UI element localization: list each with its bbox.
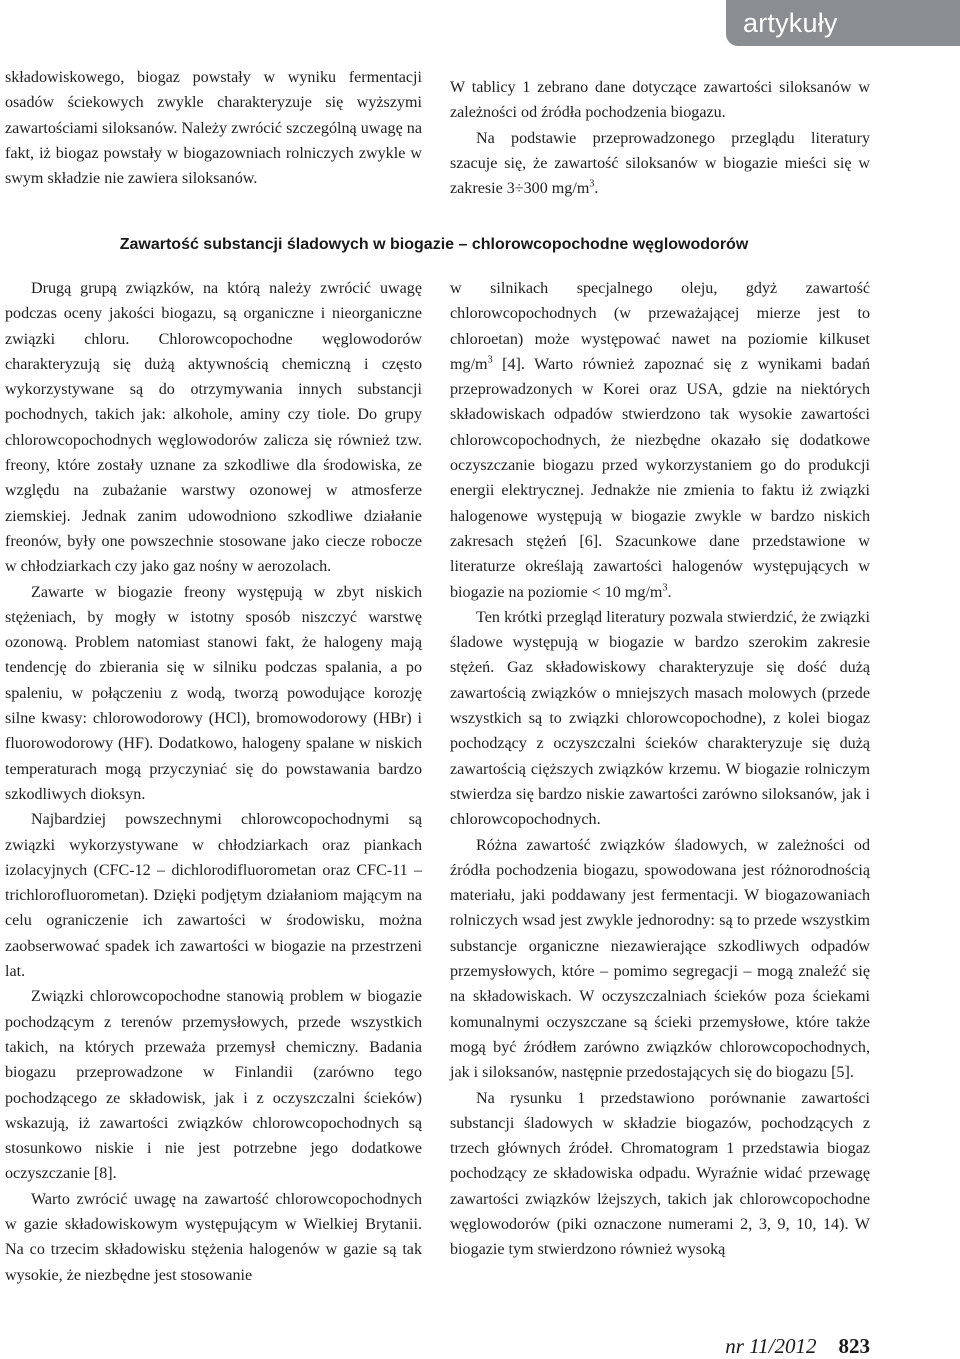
top-right-column xyxy=(450,75,870,201)
page-footer xyxy=(725,1333,870,1359)
main-right-column xyxy=(450,276,870,1263)
top-right-paragraph-2-text: Na podstawie przeprowadzonego przeglądu literatury szacuje się, że zawartość siloksanów w biogazie mieści się w zakresie 3÷300 mg/m xyxy=(450,129,870,198)
right-paragraph-1-b: [4]. Warto również zapoznać się z wynikami badań przeprowadzonych w Korei oraz USA, gdzie na niektórych składowiskach odpadów stwierdzono tak wysokie zawartości chlorowcopochodnych, że niezbędne okazało się dodatkowe oczyszczanie biogazu przed wykorzystaniem go do produkcji energii elektrycznej. Jednakże nie zmienia to faktu iż związki halogenowe występują w biogazie zwykle w bardzo niskich zakresach stężeń [6]. Szacunkowe dane przedstawione w literaturze określają zawartości halogenów występujących w biogazie na poziomie < 10 mg/m xyxy=(450,355,870,601)
superscript: 3 xyxy=(662,582,668,594)
left-paragraph-4: Związki chlorowcopochodne stanowią problem w biogazie pochodzącym z terenów przemysłowych, przede wszystkich takich, na których przeważa przemysł chemiczny. Badania biogazu przeprowadzone w Finlandii (zarówno tego pochodzącego ze składowisk, jak i z oczyszczalni ścieków) wskazują, iż zawartości związków chlorowcopochodnych są stosunkowo niskie i nie jest potrzebne jego dodatkowe oczyszczanie [8]. xyxy=(5,988,422,1183)
top-right-paragraph-1: W tablicy 1 zebrano dane dotyczące zawartości siloksanów w zależności od źródła pochodzenia biogazu. xyxy=(450,79,870,122)
section-label-badge xyxy=(726,0,960,46)
right-paragraph-3: Różna zawartość związków śladowych, w zależności od źródła pochodzenia biogazu, spowodowana jest różnorodnością materiału, jaki poddawany jest fermentacji. W biogazowaniach rolniczych wsad jest zwykle jednorodny: są to przede wszystkim substancje organiczne niezawierające szkodliwych odpadów przemysłowych, które – pomimo segregacji – mogą znaleźć się na składowiskach. W oczyszczalniach ścieków poza ściekami komunalnymi oczyszczane są ścieki przemysłowe, które także mogą być źródłem zarówno związków chlorowcopochodnych, jak i siloksanów, następnie przedostających się do biogazu [5]. xyxy=(450,836,870,1082)
top-right-paragraph-2 xyxy=(450,126,870,202)
right-paragraph-2: Ten krótki przegląd literatury pozwala stwierdzić, że związki śladowe występują w biogazie w bardzo szerokim zakresie stężeń. Gaz składowiskowy charakteryzuje się dość dużą zawartością związków o mniejszych masach molowych (przede wszystkich są to związki chlorowcopochodne), z kolei biogaz pochodzący z oczyszczalni ścieków charakteryzuje się dużą zawartością cięższych związków krzemu. W biogazie rolniczym stwierdza się bardzo niskie zawartości zarówno siloksanów, jak i chlorowcopochodnych. xyxy=(450,608,870,829)
left-paragraph-1: Drugą grupą związków, na którą należy zwrócić uwagę podczas oceny jakości biogazu, są organiczne i nieorganiczne związki chloru. Chlorowcopochodne węglowodorów charakteryzują się dużą aktywnością chemiczną i często wykorzystywane są do otrzymywania innych substancji pochodnych, takich jak: alkohole, aminy czy tiole. Do grupy chlorowcopochodnych węglowodorów zalicza się również tzw. freony, które zostały uznane za szkodliwe dla środowiska, ze względu na zubażanie warstwy ozonowej w atmosferze ziemskiej. Jednak zanim udowodniono szkodliwe działanie freonów, były one powszechnie stosowane jako ciecze robocze w chłodziarkach czy jako gaz nośny w aerozolach. xyxy=(5,280,422,576)
right-paragraph-4: Na rysunku 1 przedstawiono porównanie zawartości substancji śladowych w składzie biogazów, pochodzących z trzech głównych źródeł. Chromatogram 1 przedstawia biogaz pochodzący ze składowiska odpadu. Wyraźnie widać przewagę zawartości związków lżejszych, takich jak chlorowcopochodne węglowodorów (piki oznaczone numerami 2, 3, 9, 10, 14). W biogazie tym stwierdzono również wysoką xyxy=(450,1089,870,1259)
right-paragraph-1-a: w silnikach specjalnego oleju, gdyż zawartość chlorowcopochodnych (w przeważającej mierze jest to chloroetan) może występować nawet na poziomie kilkuset mg/m xyxy=(450,280,870,373)
section-heading: Zawartość substancji śladowych w biogazie – chlorowcopochodne węglowodorów xyxy=(119,236,749,253)
section-label: artykuły xyxy=(743,8,838,38)
page-number: 823 xyxy=(838,1334,870,1358)
left-paragraph-3: Najbardziej powszechnymi chlorowcopochodnymi są związki wykorzystywane w chłodziarkach oraz piankach izolacyjnych (CFC-12 – dichlorodifluorometan oraz CFC-11 – trichlorofluorometan). Dzięki podjętym działaniom mającym na celu ograniczenie ich zawartości w środowisku, można zaobserwować spadek ich zawartości w biogazie na przestrzeni lat. xyxy=(5,811,422,981)
superscript: 3 xyxy=(487,354,493,366)
left-paragraph-2: Zawarte w biogazie freony występują w zbyt niskich stężeniach, by mogły w istotny sposób niszczyć warstwę ozonową. Problem natomiast stanowi fakt, że halogeny mają tendencję do zbierania się w silniku podczas spalania, a po spaleniu, w połączeniu z wodą, tworzą powodujące korozję silne kwasy: chlorowodorowy (HCl), bromowodorowy (HBr) i fluorowodorowy (HF). Dodatkowo, halogeny spalane w niskich temperaturach mogą przyczyniać się do powstawania bardzo szkodliwych dioksyn. xyxy=(5,583,422,803)
top-left-column xyxy=(5,65,422,191)
top-right-paragraph-2-end: . xyxy=(594,180,599,198)
issue-number: nr 11/2012 xyxy=(725,1334,817,1358)
right-paragraph-1 xyxy=(450,276,870,605)
superscript: 3 xyxy=(589,178,595,190)
main-left-column xyxy=(5,276,422,1288)
right-paragraph-1-c: . xyxy=(667,583,672,601)
left-paragraph-5: Warto zwrócić uwagę na zawartość chlorowcopochodnych w gazie składowiskowym występującym w Wielkiej Brytanii. Na co trzecim składowisku stężenia halogenów w gazie są tak wysokie, że niezbędne jest stosowanie xyxy=(5,1190,422,1284)
top-left-paragraph: składowiskowego, biogaz powstały w wyniku fermentacji osadów ściekowych zwykle charakteryzuje się wyższymi zawartościami siloksanów. Należy zwrócić szczególną uwagę na fakt, iż biogaz powstały w biogazowniach rolniczych zwykle w swym składzie nie zawiera siloksanów. xyxy=(5,69,422,188)
